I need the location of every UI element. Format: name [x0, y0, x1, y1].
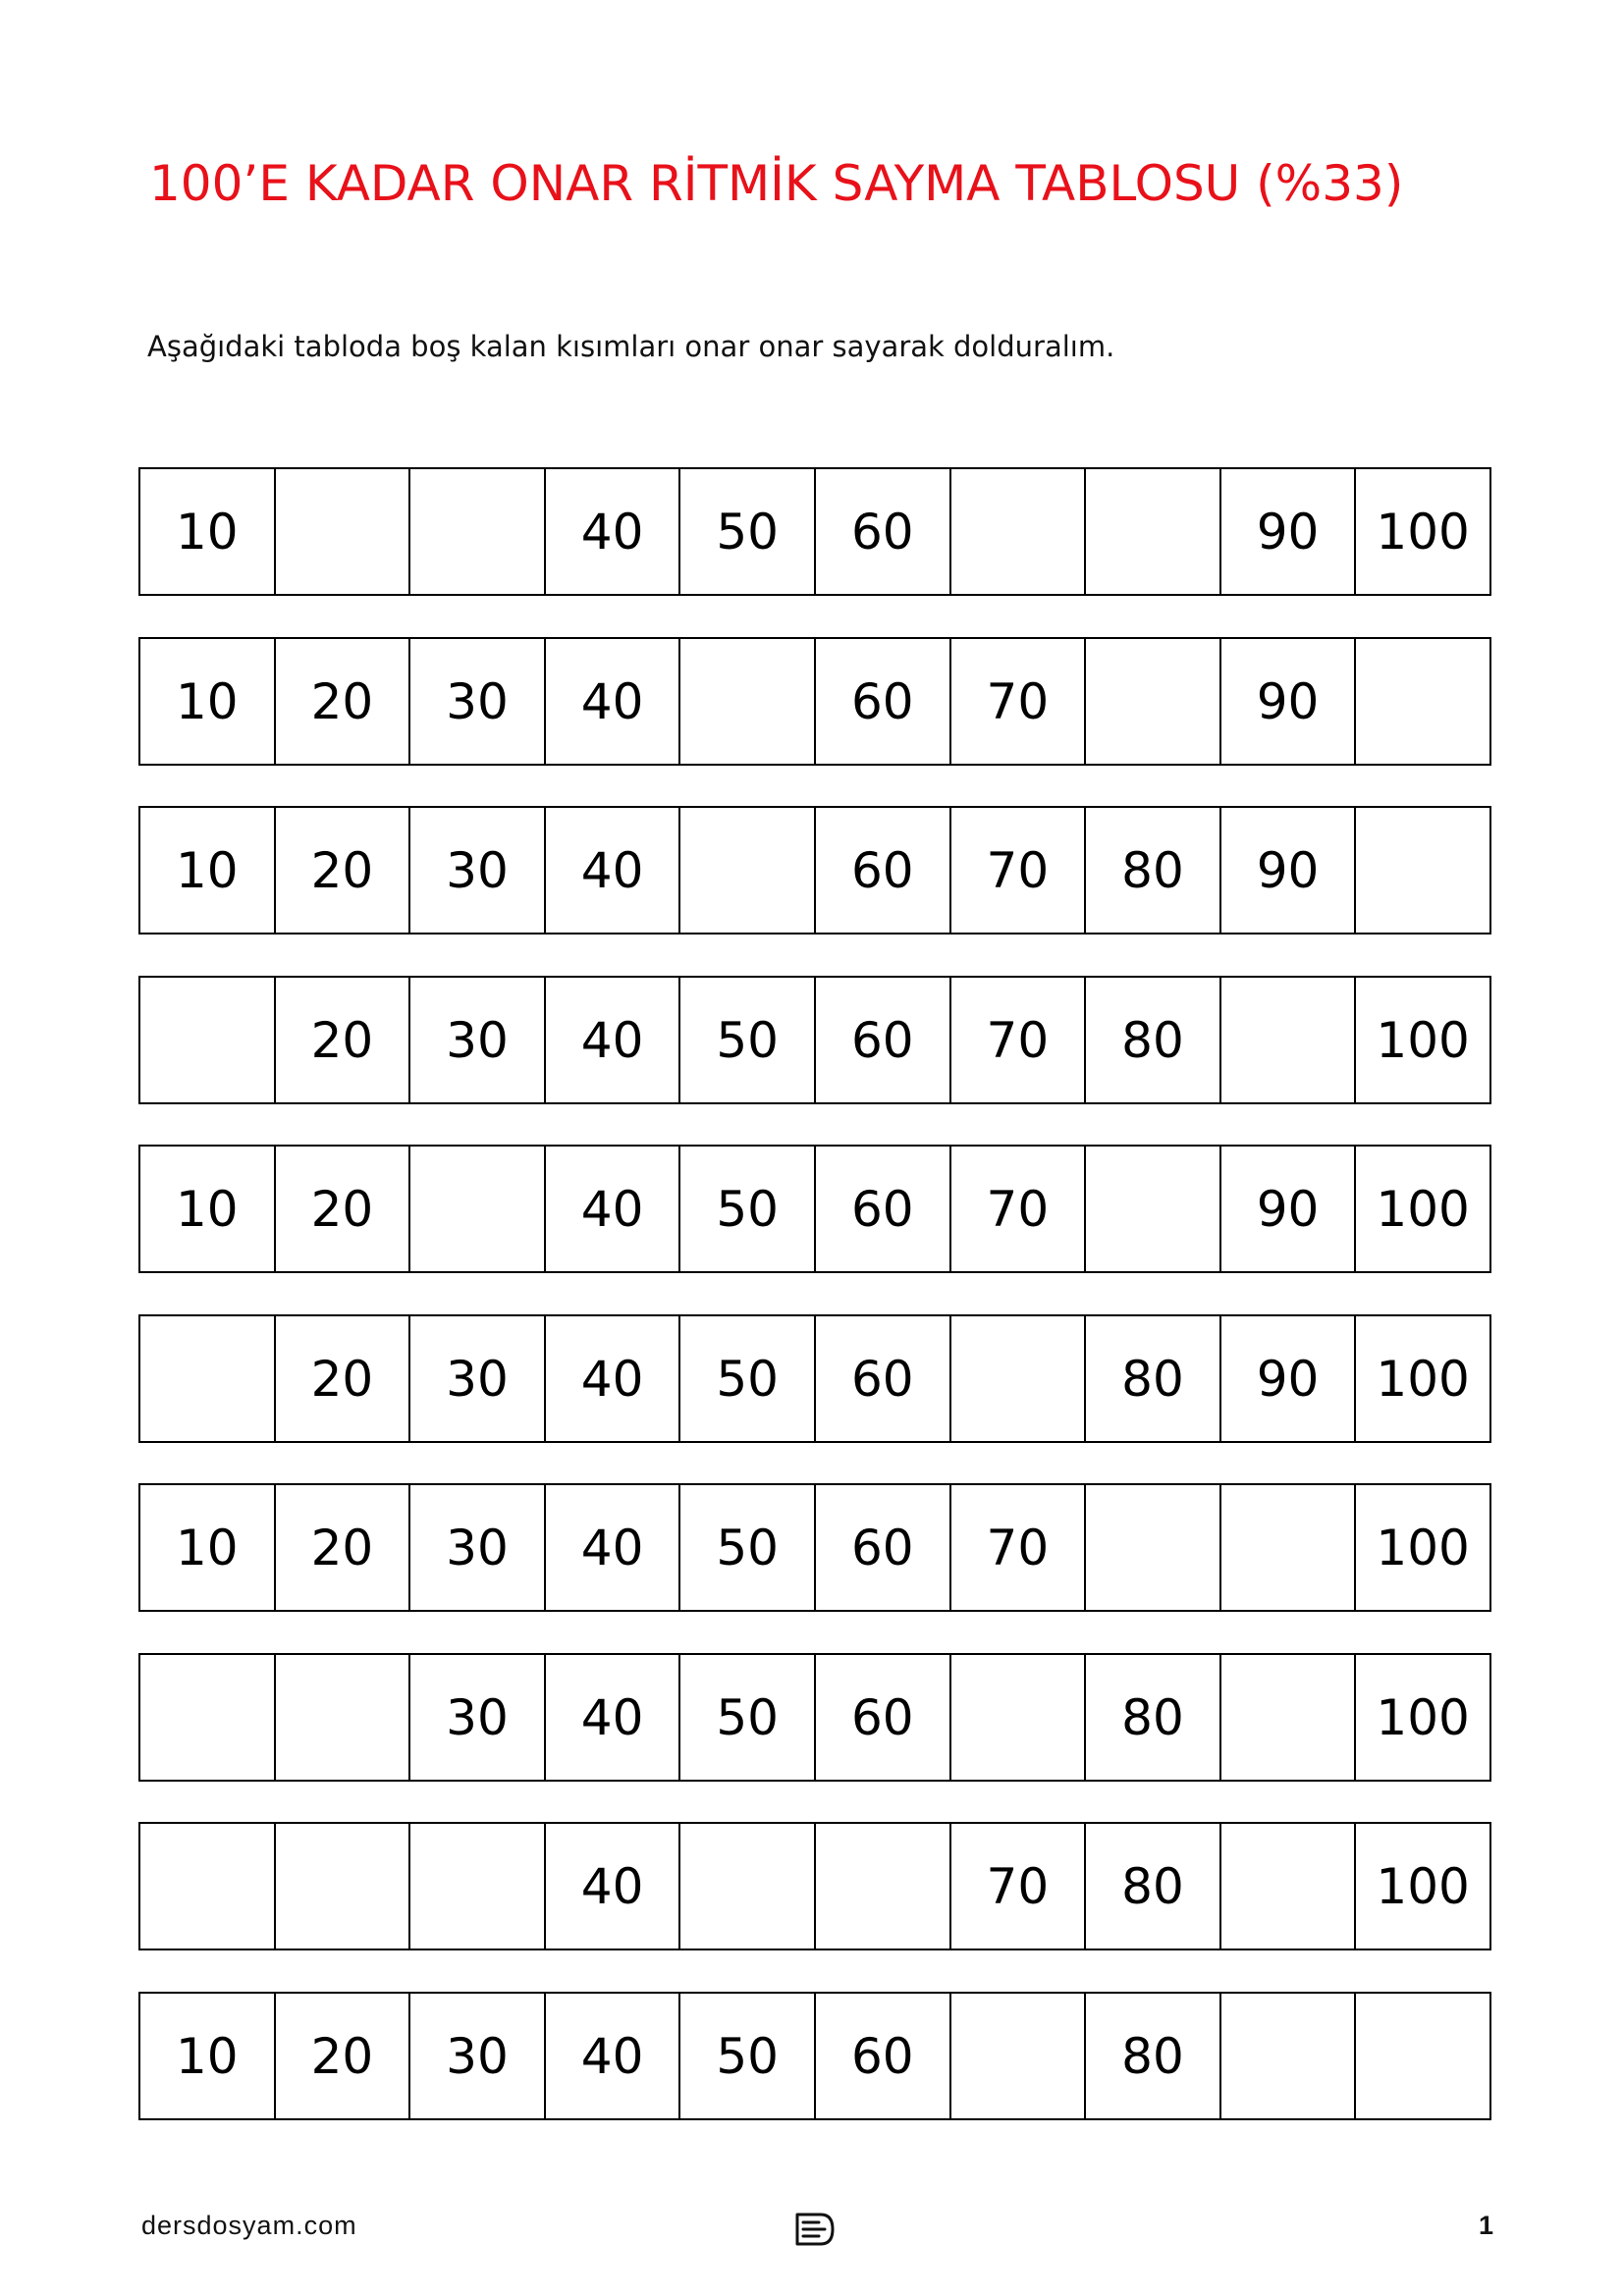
blank-cell[interactable] — [140, 1316, 276, 1441]
blank-cell[interactable] — [1221, 1994, 1357, 2118]
number-cell: 90 — [1221, 1316, 1357, 1441]
number-cell: 100 — [1376, 1011, 1470, 1069]
number-cell: 60 — [816, 808, 951, 933]
blank-cell[interactable] — [1086, 1147, 1221, 1271]
number-cell: 70 — [951, 1485, 1087, 1610]
number-cell: 100 — [1376, 503, 1470, 561]
number-cell: 80 — [1086, 1316, 1221, 1441]
blank-cell[interactable] — [410, 1824, 546, 1949]
blank-cell[interactable] — [1221, 1655, 1357, 1780]
number-cell: 70 — [951, 808, 1087, 933]
number-cell: 80 — [1086, 1824, 1221, 1949]
blank-cell[interactable] — [276, 1655, 411, 1780]
number-cell: 90 — [1221, 469, 1357, 594]
number-cell: 80 — [1086, 978, 1221, 1102]
number-cell: 20 — [276, 639, 411, 764]
blank-cell[interactable] — [680, 1824, 816, 1949]
document-logo-icon — [793, 2209, 839, 2250]
table-row — [138, 1483, 1491, 1612]
number-cell: 50 — [680, 1147, 816, 1271]
number-cell: 100 — [1376, 1688, 1470, 1746]
number-cell: 60 — [816, 639, 951, 764]
number-cell: 100 — [1376, 1519, 1470, 1576]
blank-cell[interactable] — [140, 1655, 276, 1780]
number-cell: 10 — [140, 1994, 276, 2118]
number-cell: 40 — [546, 978, 681, 1102]
blank-cell[interactable] — [951, 469, 1087, 594]
blank-cell[interactable] — [1356, 808, 1489, 933]
number-cell: 30 — [410, 639, 546, 764]
number-cell: 40 — [546, 1485, 681, 1610]
number-cell: 30 — [410, 978, 546, 1102]
blank-cell[interactable] — [951, 1655, 1087, 1780]
blank-cell[interactable] — [410, 469, 546, 594]
number-cell: 90 — [1221, 1147, 1357, 1271]
blank-cell[interactable] — [1356, 1994, 1489, 2118]
table-row — [138, 1145, 1491, 1273]
blank-cell[interactable] — [1221, 1824, 1357, 1949]
number-cell: 60 — [816, 1485, 951, 1610]
blank-cell[interactable] — [1086, 639, 1221, 764]
number-cell: 40 — [546, 808, 681, 933]
number-cell: 70 — [951, 1147, 1087, 1271]
number-cell: 40 — [546, 1994, 681, 2118]
number-cell: 40 — [546, 1655, 681, 1780]
blank-cell[interactable] — [276, 469, 411, 594]
blank-cell[interactable] — [680, 808, 816, 933]
number-cell: 40 — [546, 1824, 681, 1949]
number-cell: 90 — [1221, 639, 1357, 764]
table-row — [138, 637, 1491, 766]
number-cell: 50 — [680, 1994, 816, 2118]
number-cell: 30 — [410, 1316, 546, 1441]
number-cell: 10 — [140, 1147, 276, 1271]
number-cell: 10 — [140, 808, 276, 933]
number-cell: 10 — [140, 469, 276, 594]
table-row — [138, 467, 1491, 596]
number-cell: 30 — [410, 1994, 546, 2118]
table-row — [138, 806, 1491, 934]
blank-cell[interactable] — [410, 1147, 546, 1271]
blank-cell[interactable] — [1221, 978, 1357, 1102]
number-cell: 50 — [680, 1316, 816, 1441]
table-row — [138, 1314, 1491, 1443]
number-cell: 40 — [546, 639, 681, 764]
number-cell: 100 — [1376, 1350, 1470, 1408]
number-cell: 60 — [816, 1147, 951, 1271]
number-cell: 10 — [140, 1485, 276, 1610]
instruction-text: Aşağıdaki tabloda boş kalan kısımları onar onar sayarak dolduralım. — [147, 330, 1115, 363]
footer-site-name[interactable]: dersdosyam.com — [141, 2211, 357, 2240]
number-cell: 60 — [816, 1994, 951, 2118]
blank-cell[interactable] — [1086, 469, 1221, 594]
number-cell: 80 — [1086, 808, 1221, 933]
number-cell: 90 — [1221, 808, 1357, 933]
number-cell: 50 — [680, 978, 816, 1102]
number-cell: 70 — [951, 1824, 1087, 1949]
number-cell: 40 — [546, 1316, 681, 1441]
blank-cell[interactable] — [680, 639, 816, 764]
number-cell: 20 — [276, 1994, 411, 2118]
number-cell: 20 — [276, 1485, 411, 1610]
number-cell: 10 — [140, 639, 276, 764]
table-row — [138, 1653, 1491, 1782]
number-cell: 20 — [276, 1316, 411, 1441]
number-cell: 50 — [680, 469, 816, 594]
number-cell: 70 — [951, 639, 1087, 764]
number-cell: 60 — [816, 1316, 951, 1441]
number-cell: 50 — [680, 1655, 816, 1780]
table-row — [138, 1992, 1491, 2120]
number-cell: 80 — [1086, 1655, 1221, 1780]
blank-cell[interactable] — [140, 1824, 276, 1949]
number-cell: 100 — [1376, 1180, 1470, 1238]
number-cell: 30 — [410, 1485, 546, 1610]
number-cell: 30 — [410, 808, 546, 933]
number-cell: 20 — [276, 808, 411, 933]
number-cell: 40 — [546, 1147, 681, 1271]
blank-cell[interactable] — [1356, 639, 1489, 764]
blank-cell[interactable] — [140, 978, 276, 1102]
table-row — [138, 976, 1491, 1104]
number-cell: 100 — [1376, 1857, 1470, 1915]
number-cell: 30 — [410, 1655, 546, 1780]
number-cell: 50 — [680, 1485, 816, 1610]
number-cell: 40 — [546, 469, 681, 594]
number-cell: 60 — [816, 978, 951, 1102]
number-cell: 60 — [816, 469, 951, 594]
blank-cell[interactable] — [1086, 1485, 1221, 1610]
number-cell: 20 — [276, 1147, 411, 1271]
number-cell: 20 — [276, 978, 411, 1102]
table-row — [138, 1822, 1491, 1950]
number-cell: 80 — [1086, 1994, 1221, 2118]
page-title: 100’E KADAR ONAR RİTMİK SAYMA TABLOSU (%33) — [149, 155, 1404, 212]
number-cell: 70 — [951, 978, 1087, 1102]
blank-cell[interactable] — [951, 1316, 1087, 1441]
blank-cell[interactable] — [276, 1824, 411, 1949]
blank-cell[interactable] — [1221, 1485, 1357, 1610]
page-number: 1 — [1479, 2211, 1494, 2240]
blank-cell[interactable] — [951, 1994, 1087, 2118]
blank-cell[interactable] — [816, 1824, 951, 1949]
number-cell: 60 — [816, 1655, 951, 1780]
